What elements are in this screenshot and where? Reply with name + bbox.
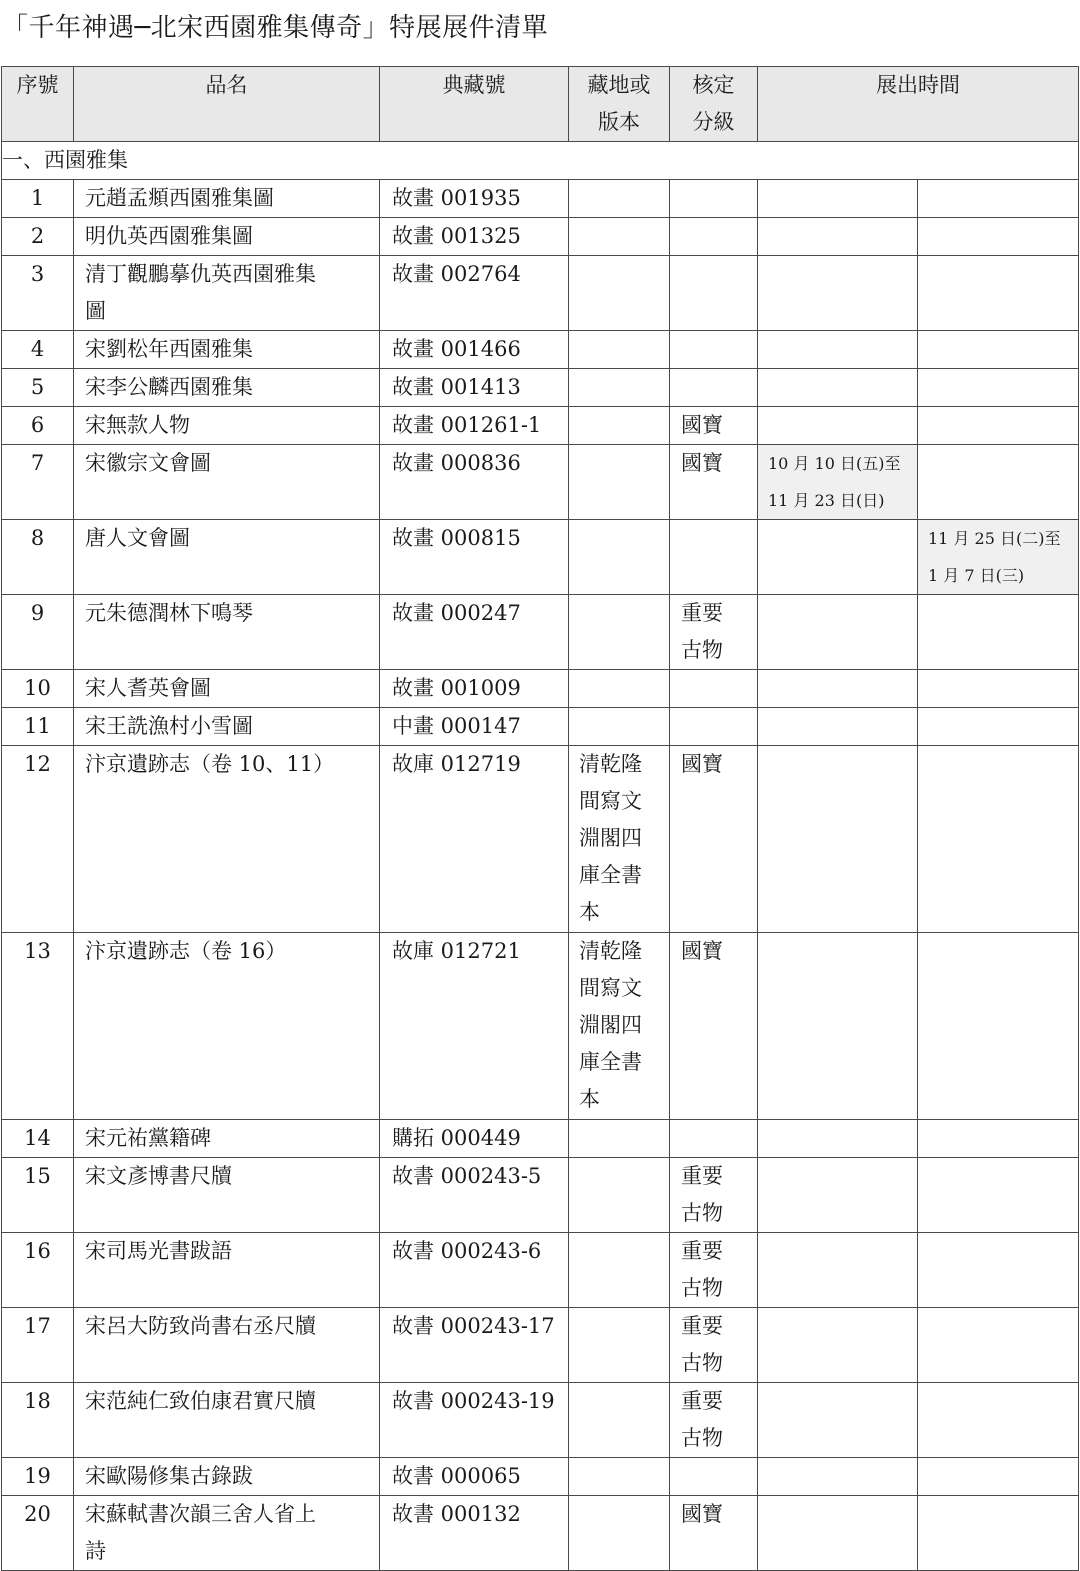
cell-location-line: 間寫文	[579, 976, 642, 1000]
header-dates: 展出時間	[758, 67, 1079, 142]
cell-grade	[670, 933, 758, 1120]
cell-grade	[670, 218, 758, 256]
cell-date-period-2	[918, 1308, 1079, 1383]
cell-name-line: 元趙孟頫西園雅集圖	[85, 186, 274, 210]
document-title: 「千年神遇─北宋西園雅集傳奇」特展展件清單	[2, 13, 549, 43]
cell-grade	[670, 1308, 758, 1383]
cell-name-line: 明仇英西園雅集圖	[85, 224, 253, 248]
cell-grade	[670, 1120, 758, 1158]
cell-date-period-1	[758, 1458, 918, 1496]
cell-date-period-1	[758, 445, 918, 520]
cell-name-line: 宋王詵漁村小雪圖	[85, 714, 253, 738]
cell-grade	[670, 708, 758, 746]
header-grade-line: 核定	[692, 73, 735, 97]
table-row	[2, 369, 1079, 407]
cell-name	[74, 407, 380, 445]
cell-name	[74, 1308, 380, 1383]
cell-accession: 故書 000243-6	[380, 1233, 569, 1308]
table-row	[2, 1496, 1079, 1571]
cell-location	[569, 1383, 670, 1458]
cell-location	[569, 746, 670, 933]
cell-name-line: 宋司馬光書跋語	[85, 1239, 232, 1263]
cell-grade	[670, 746, 758, 933]
cell-date-period-1	[758, 369, 918, 407]
cell-accession: 故畫 001261-1	[380, 407, 569, 445]
cell-date-period-2	[918, 256, 1079, 331]
cell-grade-line: 古物	[681, 1276, 723, 1300]
cell-grade	[670, 1458, 758, 1496]
cell-location	[569, 1458, 670, 1496]
cell-no: 7	[2, 445, 74, 520]
cell-grade	[670, 670, 758, 708]
cell-accession: 故書 000132	[380, 1496, 569, 1571]
cell-no: 16	[2, 1233, 74, 1308]
cell-accession: 故畫 001935	[380, 180, 569, 218]
cell-grade	[670, 1383, 758, 1458]
table-row	[2, 746, 1079, 933]
cell-date-period-1	[758, 180, 918, 218]
section-row	[2, 142, 1079, 180]
cell-grade-line: 古物	[681, 1201, 723, 1225]
cell-name	[74, 933, 380, 1120]
cell-location-line: 清乾隆	[579, 752, 642, 776]
cell-location	[569, 369, 670, 407]
cell-name-line: 宋范純仁致伯康君實尺牘	[85, 1389, 316, 1413]
cell-location	[569, 708, 670, 746]
cell-grade	[670, 595, 758, 670]
table-row	[2, 670, 1079, 708]
cell-grade	[670, 407, 758, 445]
cell-no: 2	[2, 218, 74, 256]
cell-date-period-2	[918, 746, 1079, 933]
cell-location-line: 淵閣四	[579, 826, 642, 850]
cell-location-line: 庫全書	[579, 1050, 642, 1074]
exhibit-list-table	[1, 66, 1079, 1571]
cell-no: 8	[2, 520, 74, 595]
cell-date-period-1	[758, 746, 918, 933]
cell-location-line: 本	[579, 900, 600, 924]
cell-name	[74, 595, 380, 670]
cell-location	[569, 1233, 670, 1308]
cell-date-period-2	[918, 595, 1079, 670]
cell-grade-line: 重要	[681, 601, 723, 625]
cell-no: 17	[2, 1308, 74, 1383]
cell-date-period-1	[758, 708, 918, 746]
header-location-line: 版本	[598, 110, 640, 134]
cell-accession: 購拓 000449	[380, 1120, 569, 1158]
cell-grade-line: 古物	[681, 1426, 723, 1450]
cell-date-period-1	[758, 1308, 918, 1383]
cell-date-period-2	[918, 520, 1079, 595]
cell-name-line: 宋徽宗文會圖	[85, 451, 211, 475]
cell-accession: 故書 000243-5	[380, 1158, 569, 1233]
cell-name	[74, 670, 380, 708]
cell-date-period-2-line: 11 月 25 日(二)至	[928, 529, 1061, 548]
cell-name-line: 圖	[85, 299, 106, 323]
cell-date-period-1	[758, 595, 918, 670]
cell-location	[569, 445, 670, 520]
cell-name-line: 唐人文會圖	[85, 526, 190, 550]
cell-accession: 故畫 000247	[380, 595, 569, 670]
header-grade-line: 分級	[692, 110, 735, 134]
cell-location-line: 清乾隆	[579, 939, 642, 963]
cell-name	[74, 1233, 380, 1308]
cell-location	[569, 256, 670, 331]
cell-accession: 故書 000243-19	[380, 1383, 569, 1458]
table-row	[2, 331, 1079, 369]
cell-date-period-2	[918, 1233, 1079, 1308]
header-grade	[670, 67, 758, 142]
cell-grade-line: 古物	[681, 638, 723, 662]
cell-date-period-1	[758, 1158, 918, 1233]
table-row	[2, 445, 1079, 520]
cell-location	[569, 595, 670, 670]
cell-grade	[670, 520, 758, 595]
cell-name	[74, 1383, 380, 1458]
cell-no: 3	[2, 256, 74, 331]
cell-date-period-2	[918, 218, 1079, 256]
cell-date-period-2	[918, 1120, 1079, 1158]
cell-name-line: 宋蘇軾書次韻三舍人省上	[85, 1502, 316, 1526]
cell-date-period-2	[918, 708, 1079, 746]
cell-name-line: 汴京遺跡志（卷 10、11）	[85, 752, 335, 776]
cell-date-period-1	[758, 1120, 918, 1158]
cell-grade-line: 國寶	[681, 939, 723, 963]
cell-accession: 故畫 002764	[380, 256, 569, 331]
cell-date-period-1	[758, 1383, 918, 1458]
cell-grade	[670, 1158, 758, 1233]
cell-name-line: 宋文彥博書尺牘	[85, 1164, 232, 1188]
cell-location	[569, 218, 670, 256]
cell-date-period-1-line: 10 月 10 日(五)至	[768, 454, 901, 473]
header-no: 序號	[2, 67, 74, 142]
cell-accession: 中畫 000147	[380, 708, 569, 746]
cell-date-period-1	[758, 218, 918, 256]
table-row	[2, 933, 1079, 1120]
cell-accession: 故書 000065	[380, 1458, 569, 1496]
cell-location	[569, 1158, 670, 1233]
cell-grade-line: 重要	[681, 1239, 723, 1263]
cell-date-period-1	[758, 520, 918, 595]
cell-name-line: 宋元祐黨籍碑	[85, 1126, 211, 1150]
cell-grade-line: 國寶	[681, 413, 723, 437]
table-row	[2, 1233, 1079, 1308]
cell-date-period-2-line: 1 月 7 日(三)	[928, 566, 1025, 585]
cell-grade-line: 國寶	[681, 1502, 723, 1526]
cell-date-period-1	[758, 1496, 918, 1571]
table-row	[2, 1120, 1079, 1158]
cell-grade-line: 國寶	[681, 752, 723, 776]
cell-name-line: 汴京遺跡志（卷 16）	[85, 939, 287, 963]
cell-date-period-1	[758, 1233, 918, 1308]
table-row	[2, 708, 1079, 746]
table-row	[2, 1308, 1079, 1383]
cell-location	[569, 331, 670, 369]
table-row	[2, 180, 1079, 218]
cell-location	[569, 1496, 670, 1571]
table-row	[2, 407, 1079, 445]
cell-name-line: 清丁觀鵬摹仇英西園雅集	[85, 262, 316, 286]
cell-name	[74, 1458, 380, 1496]
table-row	[2, 1383, 1079, 1458]
table-row	[2, 1458, 1079, 1496]
header-accession: 典藏號	[380, 67, 569, 142]
cell-no: 4	[2, 331, 74, 369]
cell-name	[74, 218, 380, 256]
cell-name-line: 元朱德潤林下鳴琴	[85, 601, 253, 625]
cell-accession: 故庫 012721	[380, 933, 569, 1120]
cell-date-period-1	[758, 331, 918, 369]
cell-date-period-2	[918, 445, 1079, 520]
cell-no: 15	[2, 1158, 74, 1233]
cell-name	[74, 180, 380, 218]
cell-date-period-2	[918, 933, 1079, 1120]
cell-location	[569, 933, 670, 1120]
cell-location-line: 淵閣四	[579, 1013, 642, 1037]
table-row	[2, 595, 1079, 670]
header-row	[2, 67, 1079, 142]
cell-name-line: 宋劉松年西園雅集	[85, 337, 253, 361]
cell-grade	[670, 331, 758, 369]
cell-no: 13	[2, 933, 74, 1120]
cell-date-period-2	[918, 1158, 1079, 1233]
cell-date-period-1	[758, 670, 918, 708]
cell-name-line: 宋歐陽修集古錄跋	[85, 1464, 253, 1488]
cell-date-period-2	[918, 1496, 1079, 1571]
cell-grade	[670, 369, 758, 407]
cell-no: 9	[2, 595, 74, 670]
cell-no: 20	[2, 1496, 74, 1571]
cell-grade-line: 重要	[681, 1389, 723, 1413]
cell-date-period-2	[918, 670, 1079, 708]
cell-name	[74, 1496, 380, 1571]
cell-location	[569, 407, 670, 445]
cell-accession: 故庫 012719	[380, 746, 569, 933]
cell-location-line: 間寫文	[579, 789, 642, 813]
cell-name	[74, 369, 380, 407]
section-heading: 一、西園雅集	[2, 142, 1079, 180]
cell-date-period-1	[758, 933, 918, 1120]
cell-date-period-2	[918, 407, 1079, 445]
cell-date-period-2	[918, 1383, 1079, 1458]
cell-name	[74, 1120, 380, 1158]
cell-location	[569, 180, 670, 218]
cell-date-period-1-line: 11 月 23 日(日)	[768, 491, 885, 510]
table-row	[2, 218, 1079, 256]
table-row	[2, 520, 1079, 595]
table-row	[2, 256, 1079, 331]
cell-date-period-2	[918, 331, 1079, 369]
cell-no: 5	[2, 369, 74, 407]
cell-location-line: 本	[579, 1087, 600, 1111]
cell-grade	[670, 1496, 758, 1571]
cell-date-period-2	[918, 369, 1079, 407]
cell-name-line: 宋人耆英會圖	[85, 676, 211, 700]
cell-accession: 故畫 001325	[380, 218, 569, 256]
header-name: 品名	[74, 67, 380, 142]
cell-date-period-1	[758, 256, 918, 331]
header-location	[569, 67, 670, 142]
cell-no: 10	[2, 670, 74, 708]
cell-accession: 故畫 001413	[380, 369, 569, 407]
cell-no: 19	[2, 1458, 74, 1496]
cell-name	[74, 708, 380, 746]
cell-name	[74, 256, 380, 331]
cell-no: 1	[2, 180, 74, 218]
cell-no: 18	[2, 1383, 74, 1458]
cell-location	[569, 1308, 670, 1383]
cell-grade	[670, 1233, 758, 1308]
table-body	[2, 142, 1079, 1571]
cell-accession: 故畫 000836	[380, 445, 569, 520]
cell-accession: 故書 000243-17	[380, 1308, 569, 1383]
cell-grade-line: 重要	[681, 1314, 723, 1338]
cell-name-line: 宋呂大防致尚書右丞尺牘	[85, 1314, 316, 1338]
cell-name	[74, 746, 380, 933]
table-row	[2, 1158, 1079, 1233]
cell-grade	[670, 445, 758, 520]
cell-name	[74, 331, 380, 369]
cell-date-period-1	[758, 407, 918, 445]
cell-accession: 故畫 000815	[380, 520, 569, 595]
cell-location	[569, 520, 670, 595]
cell-date-period-2	[918, 180, 1079, 218]
cell-date-period-2	[918, 1458, 1079, 1496]
cell-no: 11	[2, 708, 74, 746]
cell-no: 14	[2, 1120, 74, 1158]
cell-location	[569, 670, 670, 708]
cell-name-line: 詩	[85, 1539, 106, 1563]
cell-location	[569, 1120, 670, 1158]
cell-grade	[670, 256, 758, 331]
cell-location-line: 庫全書	[579, 863, 642, 887]
cell-no: 12	[2, 746, 74, 933]
header-location-line: 藏地或	[587, 73, 651, 97]
cell-accession: 故畫 001466	[380, 331, 569, 369]
cell-name	[74, 445, 380, 520]
cell-no: 6	[2, 407, 74, 445]
cell-grade-line: 重要	[681, 1164, 723, 1188]
cell-grade-line: 國寶	[681, 451, 723, 475]
cell-accession: 故畫 001009	[380, 670, 569, 708]
cell-grade	[670, 180, 758, 218]
cell-name-line: 宋李公麟西園雅集	[85, 375, 253, 399]
cell-name	[74, 1158, 380, 1233]
cell-grade-line: 古物	[681, 1351, 723, 1375]
cell-name	[74, 520, 380, 595]
cell-name-line: 宋無款人物	[85, 413, 190, 437]
